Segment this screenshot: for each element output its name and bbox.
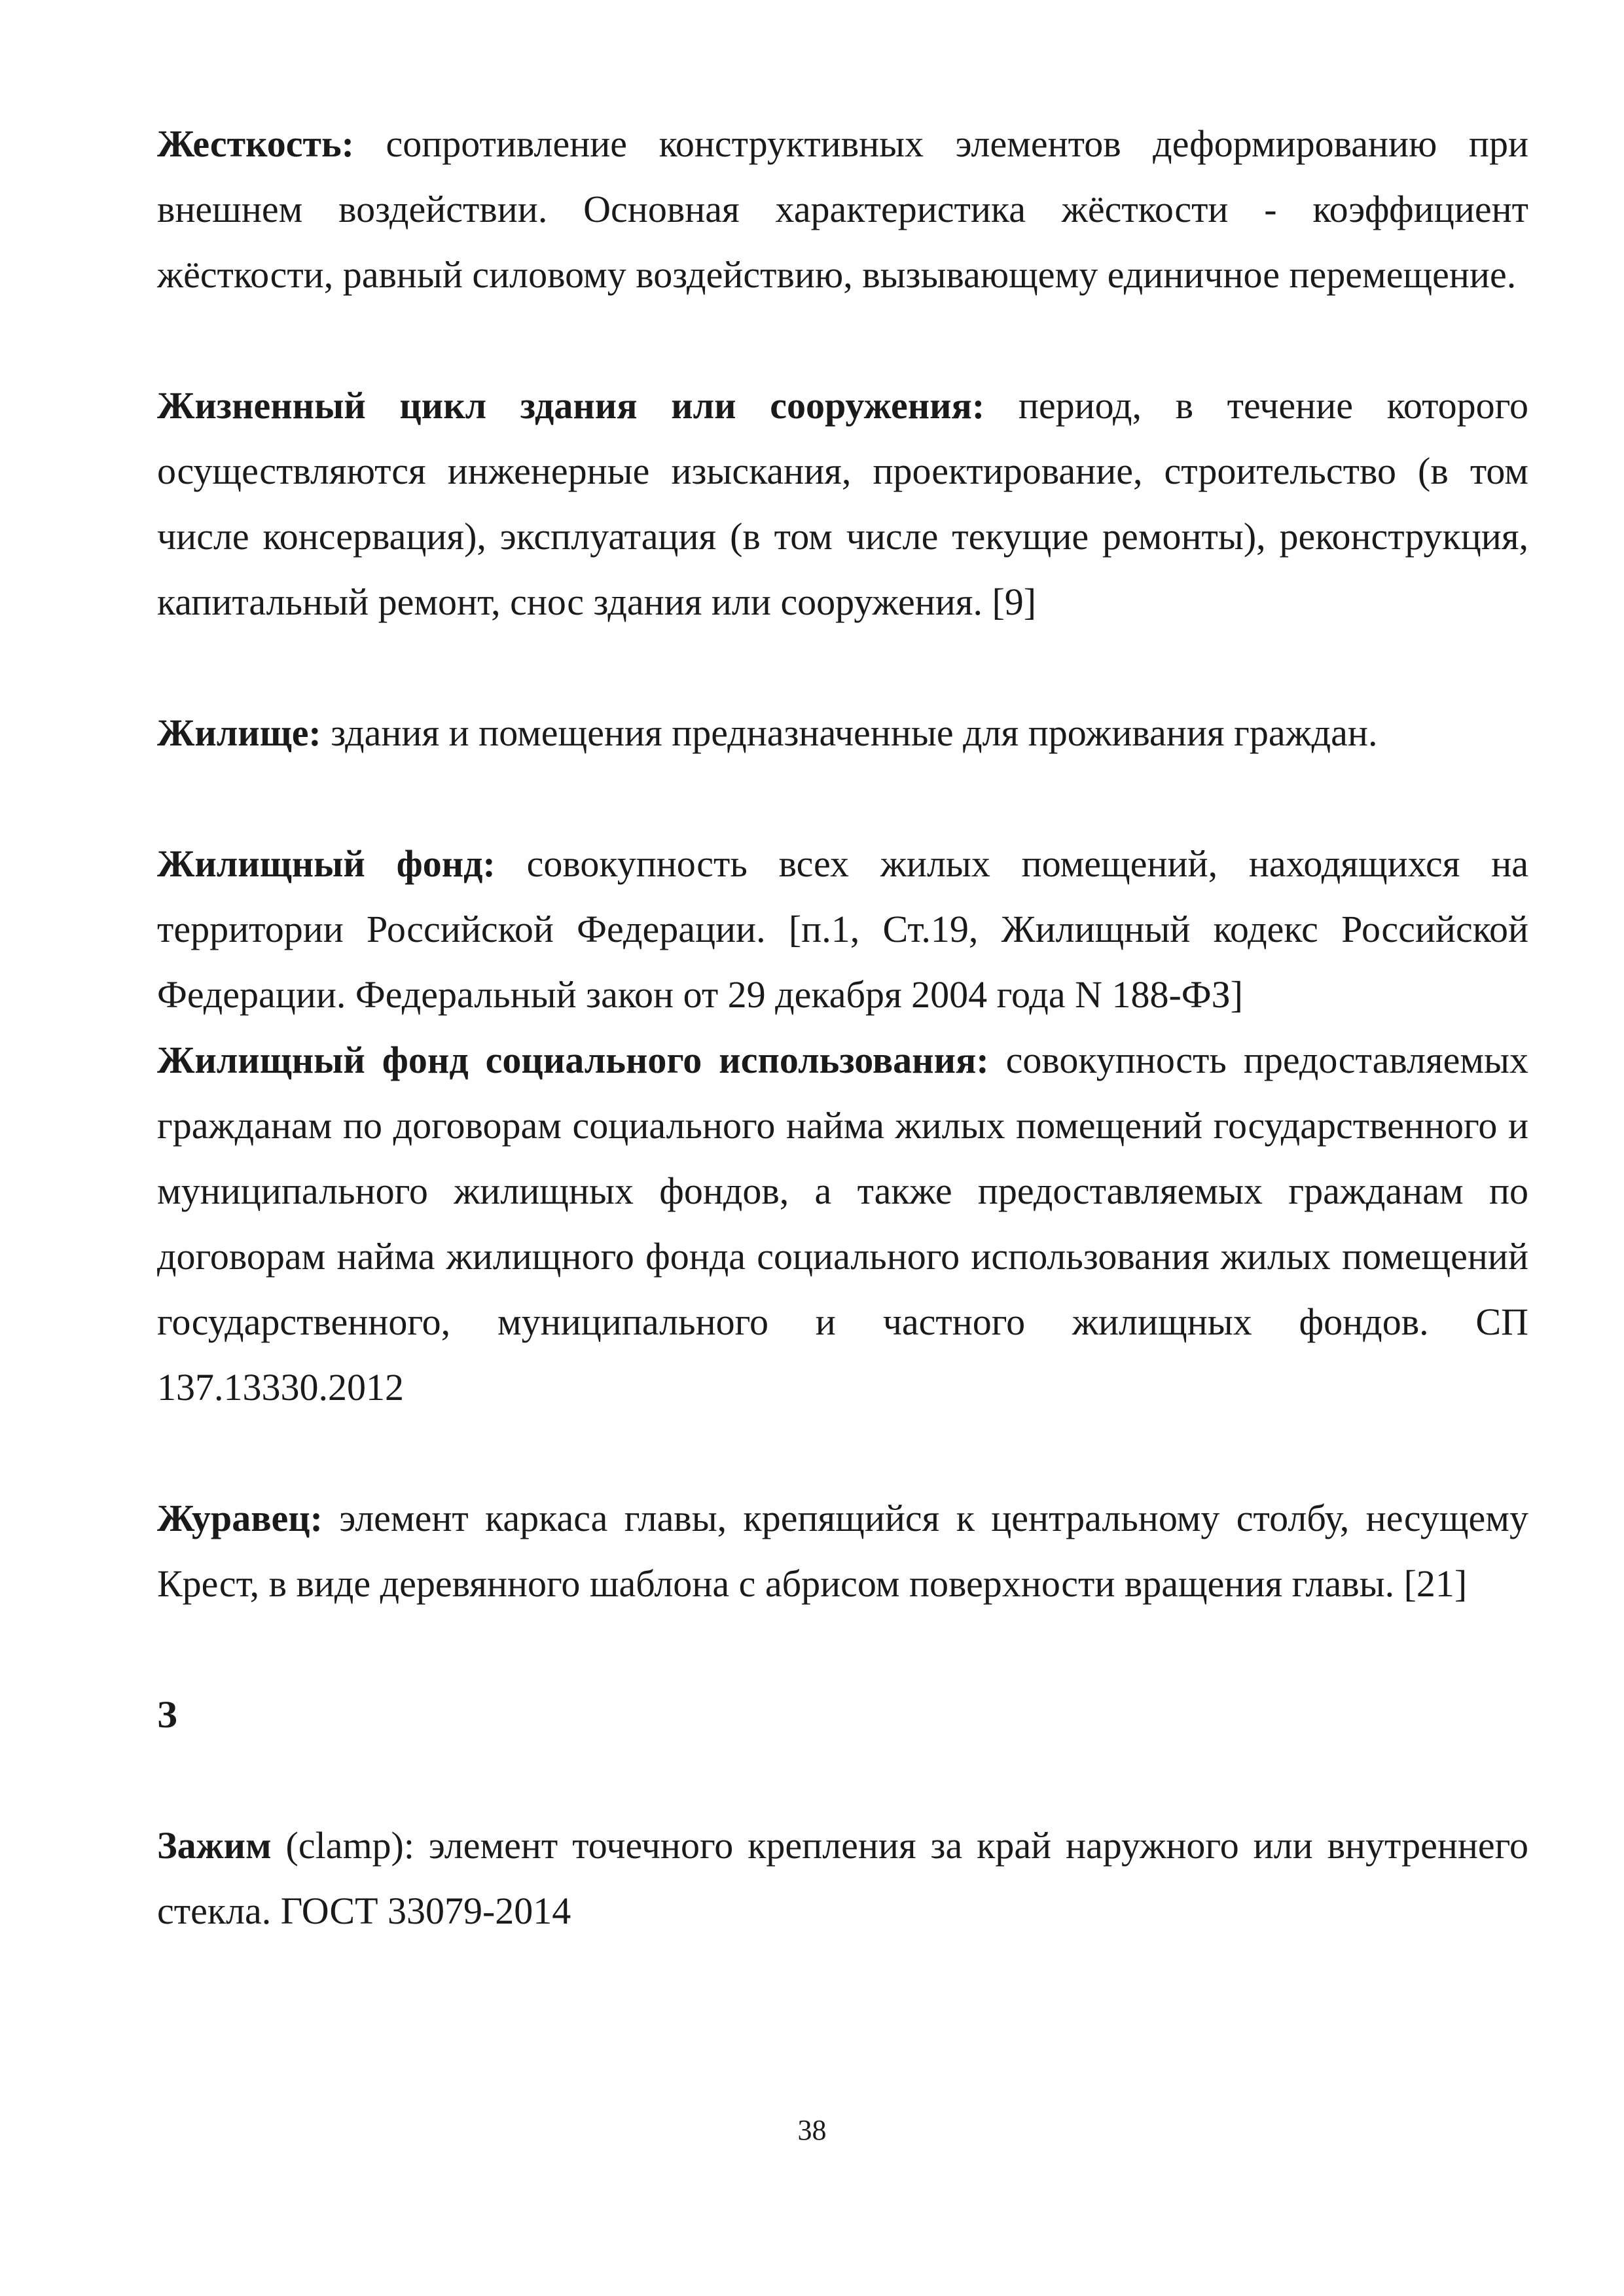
definition: здания и помещения предназначенные для проживания граждан. — [321, 711, 1378, 754]
definition: сопротивление конструктивных элементов деформированию при внешнем воздействии. Основная характеристика жёсткости - коэффициент жёсткости, равный силовому воздействию, вызывающему единичное перемещение. — [157, 122, 1528, 296]
spacer — [157, 766, 1528, 831]
definition: период, в течение которого осуществляются инженерные изыскания, проектирование, строительство (в том числе консервация), эксплуатация (в том числе текущие ремонты), реконструкция, капитальный ремонт, снос здания или сооружения. [9] — [157, 384, 1528, 623]
entry-zhestkost — [157, 111, 1528, 308]
definition: совокупность предоставляемых гражданам по договорам социального найма жилых помещений государственного и муниципального жилищных фондов, а также предоставляемых гражданам по договорам найма жилищного фонда социального использования жилых помещений государственного, муниципального и частного жилищных фондов. СП 137.13330.2012 — [157, 1039, 1528, 1408]
spacer — [157, 308, 1528, 373]
term: Жилище: — [157, 711, 321, 754]
entry-zazhim — [157, 1813, 1528, 1944]
definition: совокупность всех жилых помещений, находящихся на территории Российской Федерации. [п.1, Ст.19, Жилищный кодекс Российской Федерации. Федеральный закон от 29 декабря 2004 года N 188-ФЗ] — [157, 842, 1528, 1016]
entry-zhilischny-fond-sotsialnogo — [157, 1028, 1528, 1420]
term: Жесткость: — [157, 122, 354, 165]
entry-zhiznenny-tsikl — [157, 373, 1528, 635]
definition: элемент каркаса главы, крепящийся к центральному столбу, несущему Крест, в виде деревянного шаблона с абрисом поверхности вращения главы. [21] — [157, 1497, 1528, 1605]
page-number: 38 — [797, 2114, 827, 2146]
spacer — [157, 1617, 1528, 1682]
spacer — [157, 1748, 1528, 1813]
spacer — [157, 635, 1528, 700]
entry-zhilischny-fond — [157, 831, 1528, 1028]
definition: (clamp): элемент точечного крепления за край наружного или внутреннего стекла. ГОСТ 33079-2014 — [157, 1824, 1528, 1932]
term: Зажим — [157, 1824, 272, 1867]
document-page — [157, 111, 1528, 1944]
entry-zhuravets — [157, 1486, 1528, 1617]
term: Жизненный цикл здания или сооружения: — [157, 384, 985, 427]
term: Жилищный фонд: — [157, 842, 496, 885]
section-letter-heading: З — [157, 1693, 177, 1736]
term: Жилищный фонд социального использования: — [157, 1039, 989, 1081]
entry-zhilische — [157, 700, 1528, 766]
spacer — [157, 1420, 1528, 1486]
term: Журавец: — [157, 1497, 323, 1539]
